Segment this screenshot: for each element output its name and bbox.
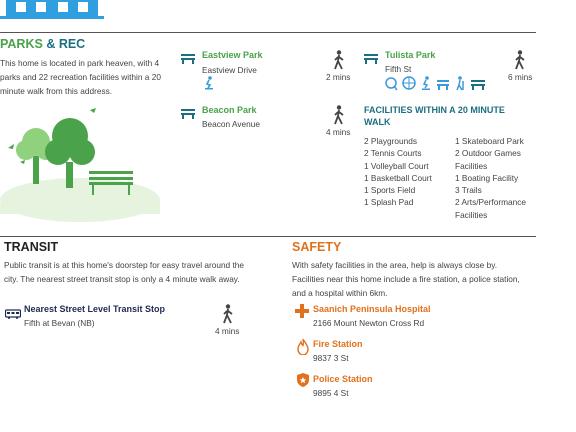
park-address-tulista: Fifth St: [385, 64, 412, 74]
parks-title-teal: & REC: [42, 37, 86, 51]
facilities-left-list: [364, 135, 454, 209]
safety-address-police: 9895 4 St: [313, 388, 349, 398]
facility-item: 1 Sports Field: [364, 185, 416, 196]
safety-address-fire: 9837 3 St: [313, 353, 349, 363]
police-badge-icon: [297, 373, 309, 392]
park-address-beacon: Beacon Avenue: [202, 119, 260, 129]
facility-item: 1 Splash Pad: [364, 197, 414, 208]
safety-name-fire[interactable]: Fire Station: [313, 339, 363, 349]
park-illustration: [0, 104, 162, 222]
facility-item: 2 Arts/Performance: [455, 197, 527, 208]
safety-title: SAFETY: [292, 240, 342, 254]
facility-item: 1 Volleyball Court: [364, 160, 429, 171]
transit-time: 4 mins: [215, 326, 240, 336]
transit-title: TRANSIT: [4, 240, 59, 254]
transit-stop-name: Fifth at Bevan (NB): [24, 318, 95, 328]
bench-icon: [181, 51, 195, 69]
tulista-facility-icons: [385, 75, 491, 91]
facility-item: Facilities: [455, 209, 488, 220]
ball-icon: [403, 77, 415, 89]
hospital-cross-icon: [295, 304, 309, 323]
divider-middle: [0, 236, 536, 237]
facility-item: 3 Trails: [455, 185, 482, 196]
skateboarder-icon: [422, 76, 430, 90]
bench-icon: [364, 51, 378, 69]
hiker-icon: [457, 76, 463, 90]
bench-icon: [181, 106, 195, 124]
safety-name-police[interactable]: Police Station: [313, 374, 373, 384]
divider-top: [0, 32, 536, 33]
park-name-eastview[interactable]: Eastview Park: [202, 50, 263, 60]
facilities-title: FACILITIES WITHIN A 20 MINUTE WALK: [364, 105, 505, 127]
tennis-icon: [386, 78, 397, 90]
facility-item: 2 Tennis Courts: [364, 148, 422, 159]
flame-icon: [297, 339, 309, 360]
bench-icon: [437, 80, 449, 90]
bus-icon: [5, 306, 21, 324]
transit-stop-label: Nearest Street Level Transit Stop: [24, 304, 166, 314]
park-address-eastview: Eastview Drive: [202, 65, 257, 75]
house-illustration: [0, 0, 110, 22]
transit-description: Public transit is at this home's doorstep for easy travel around the city. The nearest street transit stop is only a 4 minute walk away.: [4, 260, 245, 284]
picnic-table-icon: [471, 80, 485, 90]
parks-title-green: PARKS: [0, 37, 43, 51]
facility-item: Facilities: [455, 160, 488, 171]
park-time-tulista: 6 mins: [508, 72, 533, 82]
facilities-right-list: [455, 135, 545, 221]
park-time-eastview: 2 mins: [326, 72, 351, 82]
safety-description: With safety facilities in the area, help is always close by. Facilities near this home include a fire station, a police station, and a hospital within 6km.: [292, 260, 520, 298]
park-name-tulista[interactable]: Tulista Park: [385, 50, 436, 60]
footer-logo-fragment: [0, 425, 120, 432]
facility-item: 1 Basketball Court: [364, 172, 432, 183]
park-time-beacon: 4 mins: [326, 127, 351, 137]
park-name-beacon[interactable]: Beacon Park: [202, 105, 257, 115]
safety-name-hospital[interactable]: Saanich Peninsula Hospital: [313, 304, 431, 314]
facility-item: 1 Skateboard Park: [455, 136, 524, 146]
facility-item: 1 Boating Facility: [455, 172, 519, 183]
facility-item: 2 Outdoor Games: [455, 148, 521, 159]
parks-description: This home is located in park heaven, with 4 parks and 22 recreation facilities within a 20 minute walk from this address.: [0, 58, 161, 96]
facility-item: 2 Playgrounds: [364, 136, 418, 146]
skateboarder-icon: [204, 76, 214, 95]
safety-address-hospital: 2166 Mount Newton Cross Rd: [313, 318, 425, 328]
parks-title: [0, 37, 85, 51]
